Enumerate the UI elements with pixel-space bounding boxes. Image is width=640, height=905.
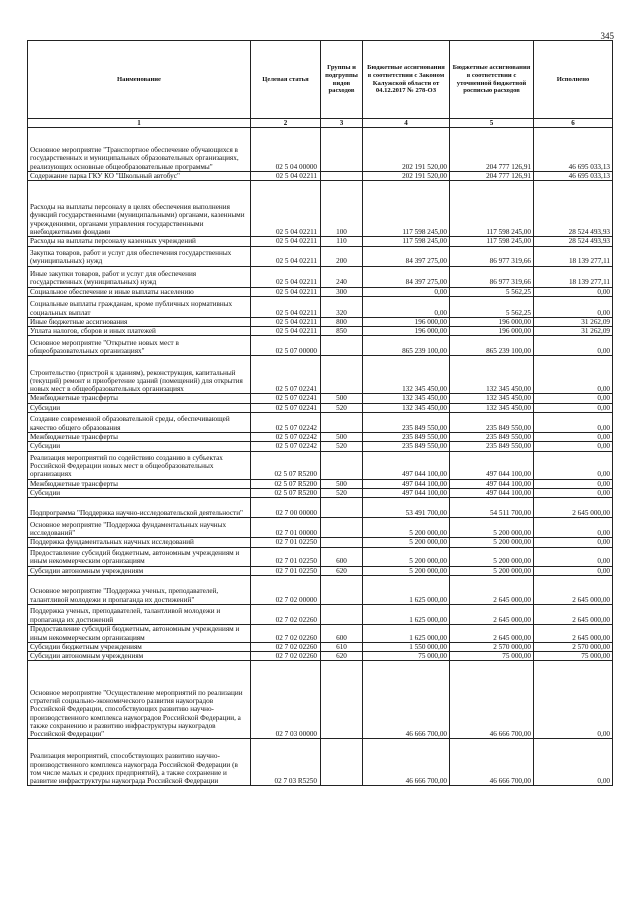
table-row bbox=[28, 498, 613, 518]
row-target-code: 02 7 02 00000 bbox=[251, 575, 321, 604]
row-target-code: 02 5 04 02211 bbox=[251, 287, 321, 296]
row-refined-amount: 5 562,25 bbox=[450, 296, 534, 317]
row-law-amount: 497 044 100,00 bbox=[363, 488, 450, 497]
row-group-code: 600 bbox=[321, 547, 363, 566]
table-row bbox=[28, 538, 613, 547]
row-group-code: 110 bbox=[321, 237, 363, 246]
row-refined-amount: 117 598 245,00 bbox=[450, 181, 534, 237]
row-name: Субсидии бюджетным учреждениям bbox=[28, 642, 251, 651]
row-law-amount: 84 397 275,00 bbox=[363, 266, 450, 287]
row-name: Основное мероприятие "Осуществление мероприятий по реализации стратегий социально-экономического развития наукоградов Российской Федерации, способствующих развитию научно-производственного комплекса наукоградов Российской Федерации, а также сохранению и развитию инфраструктуры наукоградов Российской Федерации" bbox=[28, 661, 251, 739]
row-law-amount: 1 625 000,00 bbox=[363, 624, 450, 642]
row-name: Межбюджетные трансферты bbox=[28, 433, 251, 442]
row-group-code: 620 bbox=[321, 566, 363, 575]
row-executed-amount: 0,00 bbox=[534, 336, 613, 356]
row-law-amount: 235 849 550,00 bbox=[363, 433, 450, 442]
row-refined-amount: 2 645 000,00 bbox=[450, 575, 534, 604]
table-row bbox=[28, 327, 613, 336]
row-target-code: 02 5 04 02211 bbox=[251, 172, 321, 181]
row-executed-amount: 0,00 bbox=[534, 566, 613, 575]
row-name: Расходы на выплаты персоналу казенных учреждений bbox=[28, 237, 251, 246]
row-target-code: 02 7 02 02260 bbox=[251, 652, 321, 661]
row-group-code: 500 bbox=[321, 394, 363, 403]
table-row bbox=[28, 237, 613, 246]
row-executed-amount: 46 695 033,13 bbox=[534, 128, 613, 172]
row-name: Реализация мероприятий по содействию созданию в субъектах Российской Федерации новых мест в общеобразовательных организациях bbox=[28, 451, 251, 479]
row-refined-amount: 204 777 126,91 bbox=[450, 172, 534, 181]
row-executed-amount: 46 695 033,13 bbox=[534, 172, 613, 181]
row-group-code: 610 bbox=[321, 642, 363, 651]
row-refined-amount: 46 666 700,00 bbox=[450, 661, 534, 739]
row-executed-amount: 0,00 bbox=[534, 433, 613, 442]
table-row bbox=[28, 336, 613, 356]
row-law-amount: 202 191 520,00 bbox=[363, 128, 450, 172]
row-target-code: 02 5 04 00000 bbox=[251, 128, 321, 172]
row-refined-amount: 196 000,00 bbox=[450, 327, 534, 336]
col-number: 2 bbox=[251, 119, 321, 128]
row-target-code: 02 5 04 02211 bbox=[251, 296, 321, 317]
row-executed-amount: 0,00 bbox=[534, 547, 613, 566]
row-group-code bbox=[321, 575, 363, 604]
row-name: Поддержка ученых, преподавателей, талантливой молодежи и пропаганда их достижений bbox=[28, 604, 251, 624]
header-name: Наименование bbox=[28, 41, 251, 119]
row-target-code: 02 5 04 02211 bbox=[251, 181, 321, 237]
row-name: Уплата налогов, сборов и иных платежей bbox=[28, 327, 251, 336]
row-target-code: 02 5 04 02211 bbox=[251, 317, 321, 326]
row-executed-amount: 18 139 277,11 bbox=[534, 246, 613, 266]
row-target-code: 02 5 07 02242 bbox=[251, 413, 321, 433]
header-row bbox=[28, 41, 613, 119]
row-executed-amount: 2 645 000,00 bbox=[534, 604, 613, 624]
row-executed-amount: 31 262,09 bbox=[534, 327, 613, 336]
row-name: Создание современной образовательной среды, обеспечивающей качество общего образования bbox=[28, 413, 251, 433]
row-refined-amount: 75 000,00 bbox=[450, 652, 534, 661]
row-name: Основное мероприятие "Поддержка ученых, преподавателей, талантливой молодежи и пропаганда их достижений" bbox=[28, 575, 251, 604]
row-target-code: 02 5 07 02242 bbox=[251, 433, 321, 442]
table-row bbox=[28, 575, 613, 604]
row-target-code: 02 7 01 02250 bbox=[251, 547, 321, 566]
row-target-code: 02 5 07 02241 bbox=[251, 403, 321, 412]
row-name: Субсидии bbox=[28, 442, 251, 451]
table-row bbox=[28, 128, 613, 172]
table-row bbox=[28, 317, 613, 326]
row-target-code: 02 5 04 02211 bbox=[251, 246, 321, 266]
row-executed-amount: 2 645 000,00 bbox=[534, 575, 613, 604]
row-target-code: 02 7 02 02260 bbox=[251, 642, 321, 651]
row-refined-amount: 2 570 000,00 bbox=[450, 642, 534, 651]
row-law-amount: 865 239 100,00 bbox=[363, 336, 450, 356]
row-name: Строительство (пристрой к зданиям), реконструкция, капитальный (текущий) ремонт и приобретение зданий (помещений) для открытия новых мест в общеобразовательных организациях bbox=[28, 356, 251, 394]
row-target-code: 02 5 07 02242 bbox=[251, 442, 321, 451]
col-number: 5 bbox=[450, 119, 534, 128]
row-target-code: 02 5 07 00000 bbox=[251, 336, 321, 356]
row-name: Закупка товаров, работ и услуг для обеспечения государственных (муниципальных) нужд bbox=[28, 246, 251, 266]
row-name: Субсидии автономным учреждениям bbox=[28, 566, 251, 575]
row-refined-amount: 5 200 000,00 bbox=[450, 566, 534, 575]
table-row bbox=[28, 624, 613, 642]
row-law-amount: 46 666 700,00 bbox=[363, 739, 450, 786]
col-number: 3 bbox=[321, 119, 363, 128]
row-refined-amount: 235 849 550,00 bbox=[450, 442, 534, 451]
row-law-amount: 1 625 000,00 bbox=[363, 604, 450, 624]
row-group-code: 600 bbox=[321, 624, 363, 642]
row-group-code: 620 bbox=[321, 652, 363, 661]
row-law-amount: 1 625 000,00 bbox=[363, 575, 450, 604]
table-row bbox=[28, 413, 613, 433]
table-row bbox=[28, 356, 613, 394]
row-target-code: 02 7 02 02260 bbox=[251, 604, 321, 624]
row-law-amount: 0,00 bbox=[363, 287, 450, 296]
table-row bbox=[28, 296, 613, 317]
row-law-amount: 46 666 700,00 bbox=[363, 661, 450, 739]
row-group-code: 300 bbox=[321, 287, 363, 296]
row-target-code: 02 5 07 02241 bbox=[251, 394, 321, 403]
row-executed-amount: 0,00 bbox=[534, 739, 613, 786]
row-executed-amount: 0,00 bbox=[534, 413, 613, 433]
row-target-code: 02 5 07 R5200 bbox=[251, 479, 321, 488]
row-group-code bbox=[321, 336, 363, 356]
row-name: Субсидии bbox=[28, 403, 251, 412]
row-refined-amount: 497 044 100,00 bbox=[450, 451, 534, 479]
table-row bbox=[28, 652, 613, 661]
row-name: Социальное обеспечение и иные выплаты населению bbox=[28, 287, 251, 296]
row-executed-amount: 0,00 bbox=[534, 403, 613, 412]
table-row bbox=[28, 479, 613, 488]
row-group-code bbox=[321, 604, 363, 624]
row-refined-amount: 2 645 000,00 bbox=[450, 604, 534, 624]
row-group-code: 200 bbox=[321, 246, 363, 266]
row-target-code: 02 7 01 00000 bbox=[251, 518, 321, 538]
row-law-amount: 202 191 520,00 bbox=[363, 172, 450, 181]
row-executed-amount: 0,00 bbox=[534, 287, 613, 296]
row-executed-amount: 0,00 bbox=[534, 394, 613, 403]
table-row bbox=[28, 451, 613, 479]
row-executed-amount: 0,00 bbox=[534, 518, 613, 538]
row-law-amount: 132 345 450,00 bbox=[363, 394, 450, 403]
table-row bbox=[28, 488, 613, 497]
table-row bbox=[28, 394, 613, 403]
table-row bbox=[28, 172, 613, 181]
row-target-code: 02 7 03 00000 bbox=[251, 661, 321, 739]
row-name: Поддержка фундаментальных научных исследований bbox=[28, 538, 251, 547]
row-name: Расходы на выплаты персоналу в целях обеспечения выполнения функций государственными (муниципальными) органами, казенными учреждениями, органами управления государственными внебюджетными фондами bbox=[28, 181, 251, 237]
row-law-amount: 497 044 100,00 bbox=[363, 479, 450, 488]
row-law-amount: 497 044 100,00 bbox=[363, 451, 450, 479]
row-name: Основное мероприятие "Открытие новых мест в общеобразовательных организациях" bbox=[28, 336, 251, 356]
row-executed-amount: 0,00 bbox=[534, 451, 613, 479]
col-number: 4 bbox=[363, 119, 450, 128]
row-target-code: 02 7 03 R5250 bbox=[251, 739, 321, 786]
row-name: Основное мероприятие "Поддержка фундаментальных научных исследований" bbox=[28, 518, 251, 538]
row-executed-amount: 75 000,00 bbox=[534, 652, 613, 661]
row-group-code bbox=[321, 356, 363, 394]
header-law: Бюджетные ассигнования в соответствии с Законом Калужской области от 04.12.2017 № 278-ОЗ bbox=[363, 41, 450, 119]
row-executed-amount: 0,00 bbox=[534, 488, 613, 497]
row-law-amount: 235 849 550,00 bbox=[363, 442, 450, 451]
row-group-code bbox=[321, 413, 363, 433]
row-target-code: 02 7 02 02260 bbox=[251, 624, 321, 642]
row-refined-amount: 54 511 700,00 bbox=[450, 498, 534, 518]
row-group-code: 320 bbox=[321, 296, 363, 317]
row-name: Предоставление субсидий бюджетным, автономным учреждениям и иным некоммерческим организациям bbox=[28, 624, 251, 642]
row-target-code: 02 5 04 02211 bbox=[251, 266, 321, 287]
table-row bbox=[28, 266, 613, 287]
row-law-amount: 196 000,00 bbox=[363, 327, 450, 336]
row-group-code bbox=[321, 498, 363, 518]
row-group-code: 520 bbox=[321, 442, 363, 451]
table-row bbox=[28, 246, 613, 266]
header-target: Целевая статья bbox=[251, 41, 321, 119]
row-law-amount: 132 345 450,00 bbox=[363, 356, 450, 394]
row-group-code bbox=[321, 661, 363, 739]
table-row bbox=[28, 661, 613, 739]
row-group-code: 500 bbox=[321, 433, 363, 442]
column-number-row bbox=[28, 119, 613, 128]
row-group-code: 500 bbox=[321, 479, 363, 488]
row-executed-amount: 0,00 bbox=[534, 356, 613, 394]
row-executed-amount: 18 139 277,11 bbox=[534, 266, 613, 287]
row-group-code: 240 bbox=[321, 266, 363, 287]
row-target-code: 02 5 07 R5200 bbox=[251, 488, 321, 497]
row-law-amount: 5 200 000,00 bbox=[363, 518, 450, 538]
row-target-code: 02 5 07 R5200 bbox=[251, 451, 321, 479]
table-row bbox=[28, 739, 613, 786]
row-law-amount: 117 598 245,00 bbox=[363, 237, 450, 246]
row-refined-amount: 2 645 000,00 bbox=[450, 624, 534, 642]
row-executed-amount: 28 524 493,93 bbox=[534, 237, 613, 246]
row-group-code bbox=[321, 128, 363, 172]
row-group-code: 850 bbox=[321, 327, 363, 336]
row-name: Социальные выплаты гражданам, кроме публичных нормативных социальных выплат bbox=[28, 296, 251, 317]
row-group-code: 100 bbox=[321, 181, 363, 237]
row-name: Подпрограмма "Поддержка научно-исследовательской деятельности" bbox=[28, 498, 251, 518]
row-name: Межбюджетные трансферты bbox=[28, 394, 251, 403]
row-target-code: 02 7 00 00000 bbox=[251, 498, 321, 518]
row-name: Реализация мероприятий, способствующих развитию научно-производственного комплекса наукограда Российской Федерации (в том числе малых и средних предприятий), а также сохранение и развитие инфраструктуры наукограда Российской Федерации bbox=[28, 739, 251, 786]
table-row bbox=[28, 403, 613, 412]
table-row bbox=[28, 433, 613, 442]
table-row bbox=[28, 181, 613, 237]
table-row bbox=[28, 442, 613, 451]
row-executed-amount: 0,00 bbox=[534, 442, 613, 451]
row-law-amount: 132 345 450,00 bbox=[363, 403, 450, 412]
table-row bbox=[28, 547, 613, 566]
row-group-code: 520 bbox=[321, 488, 363, 497]
row-law-amount: 84 397 275,00 bbox=[363, 246, 450, 266]
col-number: 6 bbox=[534, 119, 613, 128]
table-row bbox=[28, 518, 613, 538]
row-name: Межбюджетные трансферты bbox=[28, 479, 251, 488]
row-group-code bbox=[321, 172, 363, 181]
table-row bbox=[28, 287, 613, 296]
row-refined-amount: 497 044 100,00 bbox=[450, 479, 534, 488]
row-law-amount: 235 849 550,00 bbox=[363, 413, 450, 433]
row-law-amount: 1 550 000,00 bbox=[363, 642, 450, 651]
row-target-code: 02 5 04 02211 bbox=[251, 327, 321, 336]
row-group-code bbox=[321, 518, 363, 538]
row-name: Иные бюджетные ассигнования bbox=[28, 317, 251, 326]
header-refined: Бюджетные ассигнования в соответствии с уточненной бюджетной росписью расходов bbox=[450, 41, 534, 119]
row-refined-amount: 235 849 550,00 bbox=[450, 413, 534, 433]
row-refined-amount: 5 200 000,00 bbox=[450, 547, 534, 566]
row-refined-amount: 235 849 550,00 bbox=[450, 433, 534, 442]
row-target-code: 02 7 01 02250 bbox=[251, 566, 321, 575]
row-name: Субсидии bbox=[28, 488, 251, 497]
row-name: Иные закупки товаров, работ и услуг для обеспечения государственных (муниципальных) нужд bbox=[28, 266, 251, 287]
row-law-amount: 196 000,00 bbox=[363, 317, 450, 326]
row-refined-amount: 5 200 000,00 bbox=[450, 538, 534, 547]
row-executed-amount: 2 570 000,00 bbox=[534, 642, 613, 651]
row-law-amount: 5 200 000,00 bbox=[363, 566, 450, 575]
row-law-amount: 5 200 000,00 bbox=[363, 547, 450, 566]
header-group: Группы и подгруппы видов расходов bbox=[321, 41, 363, 119]
row-executed-amount: 28 524 493,93 bbox=[534, 181, 613, 237]
row-refined-amount: 86 977 319,66 bbox=[450, 266, 534, 287]
row-refined-amount: 204 777 126,91 bbox=[450, 128, 534, 172]
row-group-code: 520 bbox=[321, 403, 363, 412]
row-group-code bbox=[321, 538, 363, 547]
row-name: Содержание парка ГКУ КО "Школьный автобус" bbox=[28, 172, 251, 181]
row-refined-amount: 865 239 100,00 bbox=[450, 336, 534, 356]
row-refined-amount: 5 562,25 bbox=[450, 287, 534, 296]
row-law-amount: 0,00 bbox=[363, 296, 450, 317]
header-executed: Исполнено bbox=[534, 41, 613, 119]
row-group-code bbox=[321, 451, 363, 479]
row-name: Предоставление субсидий бюджетным, автономным учреждениям и иным некоммерческим организациям bbox=[28, 547, 251, 566]
row-refined-amount: 132 345 450,00 bbox=[450, 403, 534, 412]
table-row bbox=[28, 642, 613, 651]
row-refined-amount: 5 200 000,00 bbox=[450, 518, 534, 538]
row-executed-amount: 31 262,09 bbox=[534, 317, 613, 326]
row-group-code bbox=[321, 739, 363, 786]
row-refined-amount: 497 044 100,00 bbox=[450, 488, 534, 497]
row-refined-amount: 196 000,00 bbox=[450, 317, 534, 326]
row-target-code: 02 5 04 02211 bbox=[251, 237, 321, 246]
row-executed-amount: 0,00 bbox=[534, 479, 613, 488]
budget-table bbox=[27, 40, 613, 786]
row-target-code: 02 5 07 02241 bbox=[251, 356, 321, 394]
row-law-amount: 5 200 000,00 bbox=[363, 538, 450, 547]
row-name: Субсидии автономным учреждениям bbox=[28, 652, 251, 661]
row-refined-amount: 132 345 450,00 bbox=[450, 394, 534, 403]
row-law-amount: 117 598 245,00 bbox=[363, 181, 450, 237]
row-refined-amount: 86 977 319,66 bbox=[450, 246, 534, 266]
row-executed-amount: 0,00 bbox=[534, 661, 613, 739]
row-target-code: 02 7 01 02250 bbox=[251, 538, 321, 547]
page-number: 345 bbox=[600, 31, 614, 41]
col-number: 1 bbox=[28, 119, 251, 128]
table-row bbox=[28, 566, 613, 575]
table-row bbox=[28, 604, 613, 624]
row-executed-amount: 0,00 bbox=[534, 296, 613, 317]
row-law-amount: 75 000,00 bbox=[363, 652, 450, 661]
row-group-code: 800 bbox=[321, 317, 363, 326]
row-executed-amount: 0,00 bbox=[534, 538, 613, 547]
row-refined-amount: 46 666 700,00 bbox=[450, 739, 534, 786]
row-name: Основное мероприятие "Транспортное обеспечение обучающихся в государственных и муниципальных образовательных организациях, реализующих основные общеобразовательные программы" bbox=[28, 128, 251, 172]
row-refined-amount: 117 598 245,00 bbox=[450, 237, 534, 246]
row-executed-amount: 2 645 000,00 bbox=[534, 498, 613, 518]
row-executed-amount: 2 645 000,00 bbox=[534, 624, 613, 642]
row-law-amount: 53 491 700,00 bbox=[363, 498, 450, 518]
row-refined-amount: 132 345 450,00 bbox=[450, 356, 534, 394]
